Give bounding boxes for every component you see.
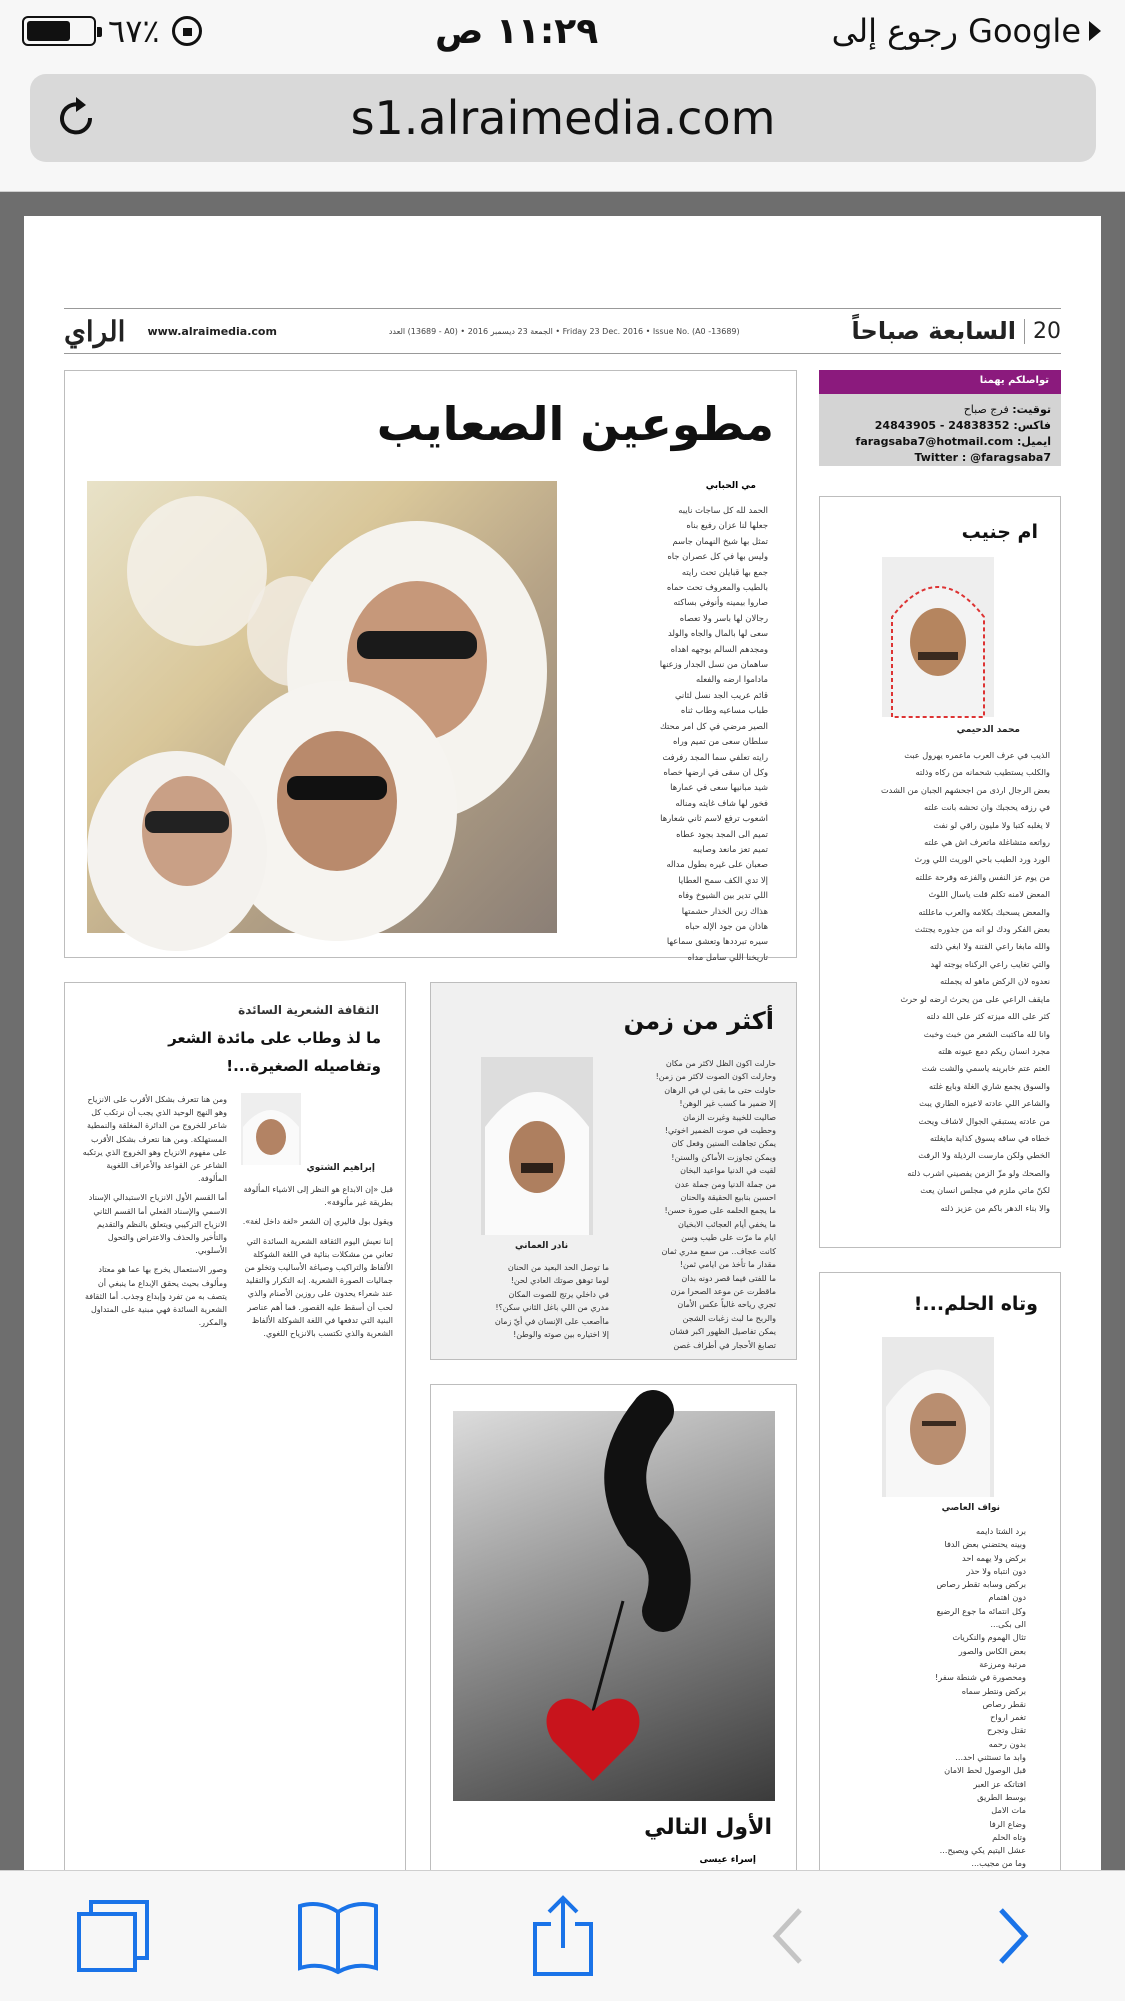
waah-poem — [846, 1525, 1026, 1897]
back-to-app-label: رجوع إلى Google — [831, 12, 1081, 50]
poem-line: لوما توهق صوتك العادي لحن! — [510, 1276, 609, 1286]
poem-line: من يوم عز النفس والفزعه وفرحة عللته — [915, 871, 1050, 882]
poem-line: تصابغ الأحجار في أطراف غصن — [673, 1340, 776, 1350]
poem-line: وابد ما تستثني احد... — [955, 1752, 1026, 1763]
waah-title: وتاه الحلم...! — [913, 1293, 1038, 1315]
portrait-illustration — [87, 481, 557, 933]
poem-line: احسبن بنابيع الحقيقة والحنان — [680, 1193, 776, 1203]
site-url[interactable]: www.alraimedia.com — [147, 324, 277, 338]
poem-line: ويمكن تجاوزت الأماكن والسنن! — [671, 1152, 776, 1162]
poem-line: من عادته يستبقي الجوال لاشاف ويحث — [918, 1115, 1050, 1126]
editor-label: توقيت: — [1012, 403, 1051, 416]
poem-line: تاريخنا اللي سامل مداه — [687, 951, 768, 962]
newspaper-logo: الراي — [64, 314, 126, 348]
article-waah-alhelm — [819, 1272, 1061, 1912]
rotation-lock-icon — [172, 16, 202, 46]
poem-line: صاليت للخيبة وغيرت الزمان — [682, 1112, 776, 1122]
poem-line: ما يخفي أيام العجائب الابخيان — [678, 1219, 776, 1229]
poem-line: تميم تعز مانعد وصايبه — [692, 843, 768, 854]
back-to-app-button[interactable] — [832, 12, 1103, 50]
chevron-left-icon — [768, 1906, 808, 1966]
back-button[interactable] — [743, 1891, 833, 1981]
poem-line: طباب مساعيه وطاب ثناه — [680, 705, 768, 716]
poem-line: والصحك ولو مزّ الزمن يفصيني اشرب ذلته — [907, 1167, 1050, 1178]
akthar-title: أكثر من زمن — [623, 1007, 774, 1035]
heart-illustration — [453, 1411, 775, 1801]
poem-line: اشعوب ترفع لاسم ثاني شعارها — [660, 813, 768, 824]
poem-line: ومجدهم السالم بوجهه اهداه — [670, 643, 768, 654]
poem-line: بركض وسابه تقطر رصاص — [936, 1579, 1026, 1590]
poem-line: المعض لامنه تكلم قلت ياسال اللوث — [928, 889, 1050, 900]
poem-line: هذاك زبن الخذار حشمتها — [681, 905, 768, 916]
poem-line: وبينه يحتضني بعض الدفا — [944, 1539, 1026, 1550]
poem-line: الورد ورد الطيب باحي الوريث اللي ورث — [914, 854, 1050, 865]
poem-line: قبل الوصول لحط الامان — [944, 1765, 1026, 1776]
poem-line: الحمد لله كل ساجات نايبه — [678, 505, 768, 515]
poem-line: ما توصل الحد البعيد من الحنان — [507, 1263, 609, 1272]
poem-line: والتي تغايب راعي الركناه يوجته لهد — [930, 958, 1050, 969]
poem-line: بالطيب والمعروف تحت حماه — [666, 582, 768, 593]
thaqafa-title-2: وتفاصيله الصغيرة...! — [226, 1057, 381, 1075]
poem-line: ما للفتى فيما قصر دونه بدان — [681, 1273, 776, 1283]
book-icon — [296, 1898, 380, 1974]
poem-line: لقيت في الدنيا مواعيد البخان — [680, 1166, 776, 1176]
poem-line: في رزقه يحجبك وان تحشه بانت علته — [924, 802, 1050, 813]
poem-line: الصير مرضي في كل امر محتك — [659, 720, 768, 731]
editor-name: فرج صباح — [963, 403, 1009, 416]
thaqafa-kicker: الثقافة الشعرية السائدة — [238, 1003, 379, 1017]
fax-line: فاكس: 24838352 - 24843905 — [874, 419, 1051, 432]
poem-line: قائم عريب الجد نسل لثاني — [674, 689, 768, 700]
paragraph: قبل «إن الابداع هو النظر إلى الاشياء المألوفة بطريقة غير مألوفة». — [243, 1185, 393, 1208]
um-junaib-author-photo — [882, 557, 994, 717]
poem-line: مايقف الراعي على من يحرث ارضه لو حرث — [900, 993, 1050, 1004]
paragraph: ويقول بول فاليري إن الشعر «لغة داخل لغة». — [242, 1217, 393, 1227]
poem-line: هاذان من جود الإله حباه — [685, 920, 768, 931]
poem-line: ماداموا ارضه والفعله — [696, 674, 768, 685]
battery-icon — [22, 16, 96, 46]
um-junaib-author-name: محمد الدحيمي — [956, 725, 1020, 735]
poem-line: عشل اليتيم يكي ويصيح... — [939, 1845, 1026, 1856]
poem-line: جعلها لنا عزان رفيع بناه — [686, 520, 768, 531]
thaqafa-author-name: إبراهيم الشتوي — [306, 1163, 375, 1173]
poem-line: برد الشتا دايمه — [975, 1526, 1026, 1536]
poem-line: بركض ولا يهمه احد — [962, 1552, 1026, 1563]
main-article-byline: مي الحبابي — [705, 481, 756, 491]
poem-line: مدري من اللي باغل الثاني سكن؟! — [495, 1303, 609, 1313]
main-article-title: مطوعين الصعايب — [376, 397, 774, 451]
poem-line: وما من مجيب... — [971, 1858, 1026, 1869]
thaqafa-body-right — [241, 1183, 393, 1903]
poem-line: العتم عتم خابرينه ياسمي والشت شث — [921, 1063, 1050, 1074]
poem-line: إلا ضمير ما كسب غير الوهن! — [679, 1099, 776, 1109]
thaqafa-body-left — [77, 1093, 227, 1903]
poem-line: سعى لها بالمال والجاه والولد — [667, 628, 768, 639]
page-number: 20 — [1024, 319, 1061, 344]
thaqafa-title-1: ما لذ وطاب على مائدة الشعر — [168, 1029, 381, 1047]
paragraph: إننا نعيش اليوم الثقافة الشعرية السائدة التي تعاني من مشكلات بنائية في اللغة الشوكلة الألفاظ والتراكيب وصياغة الأساليب وتخلو من جماليات الصورة الشعرية. إنه التكرار والتقليد عند شعراء يحدون على روزين الأصنام والذي لحب أن أسقط عليه القصور. فما أهم عناصر البنية التي تدفعها في اللغة الشوكلة الألفاظ الشعرية والذي تكتسب بالانزياح اللغوي. — [244, 1236, 393, 1339]
poem-line: شيد مبانيها سعى في عمارها — [670, 782, 768, 793]
poem-line: صعبان على غيره بطول مداله — [666, 859, 768, 870]
main-article-photo — [87, 481, 557, 933]
poem-line: صاروا بيمينه وأنوفي بساكته — [673, 597, 768, 608]
poem-line: ساهمان من نسل الجدار وزعنها — [659, 659, 768, 670]
poem-line: والسوق يجمع شاري الغلة وبايع غلته — [928, 1080, 1050, 1091]
poem-line: نعدوه لان الركض ماهو له يجملته — [940, 976, 1050, 987]
poem-line: والا بناء الدهر باكم من عزيز ذلته — [940, 1202, 1050, 1213]
al-awwal-title: الأول التالي — [644, 1815, 772, 1840]
poem-line: وليس بها في كل عصران جاه — [667, 551, 768, 562]
tabs-button[interactable] — [68, 1891, 158, 1981]
poem-line: الذيب في عرف العرب ماعمره يهرول عبث — [904, 750, 1050, 760]
poem-line: والمعض يسحبك بكلامه والعرب ماعللته — [918, 906, 1050, 917]
heart-photo — [453, 1411, 775, 1801]
poem-line: وانا لله ماكتبت الشعر من خبث وخبث — [923, 1028, 1050, 1039]
poem-line: مجرد انسان ريكم دمع عيونه هلته — [938, 1045, 1050, 1056]
poem-line: بوسط الطريق — [977, 1791, 1026, 1802]
poem-line: والربح ما لبث زغبات الشجن — [682, 1313, 776, 1323]
poem-line: خطاه في ساقه يسوق كذاية مايغلته — [930, 1132, 1050, 1143]
poem-line: بدون رحمه — [988, 1738, 1026, 1749]
poem-line: تثال الهموم والنكريات — [952, 1632, 1026, 1643]
bookmarks-button[interactable] — [293, 1891, 383, 1981]
contact-box — [819, 394, 1061, 466]
poem-line: جمع بها قبايلن تحت رايته — [681, 566, 768, 577]
poem-line: تجري رياحه غالباً عكس الأمان — [677, 1300, 776, 1310]
poem-line: بركض ونتطر سماه — [961, 1685, 1026, 1696]
poem-line: والله مابغا راعي الفتنة ولا ابغي ذلته — [929, 941, 1050, 952]
browser-address-area — [0, 62, 1125, 192]
page-header — [64, 308, 1061, 354]
poem-line: وحطيت في صوت الضمير اخوتي! — [664, 1126, 776, 1136]
contact-banner-text: تواصلكم يهمنا — [979, 375, 1049, 386]
poem-line: سلطان سعى من تميم وراه — [673, 736, 768, 747]
poem-line: وتاه الحلم — [992, 1831, 1026, 1842]
section-title: السابعة صباحاً — [851, 317, 1016, 345]
author-portrait — [882, 557, 994, 717]
email-line[interactable]: ايميل: faragsaba7@hotmail.com — [855, 435, 1051, 448]
poem-line: حارلت اكون الظل لاكثر من مكان — [665, 1059, 776, 1068]
poem-line: مرتبة ومرزعة — [979, 1658, 1026, 1669]
poem-line: ماقطرت عن موعد الصحرا مزن — [670, 1286, 776, 1296]
poem-line: وضاع الرفا — [989, 1818, 1026, 1829]
issue-info: العدد (13689 - A0) • الجمعة 23 ديسمبر 2016 • Friday 23 Dec. 2016 • Issue No. (A0 -13689) — [388, 326, 740, 336]
poem-line: كثر على الله ميزته كثر على الله دلته — [926, 1011, 1050, 1022]
poem-line: دون اهتمام — [988, 1592, 1026, 1603]
poem-line: تغمر ارواح — [990, 1712, 1026, 1723]
akthar-author-photo — [481, 1057, 593, 1235]
poem-line: من جملة الدنيا ومن جملة عدن — [674, 1179, 776, 1189]
poem-line: تميم الى المجد بجود عطاه — [676, 828, 768, 839]
thaqafa-author-photo — [241, 1093, 301, 1165]
poem-line: مقدار ما تأخذ من ايامي ثمن! — [679, 1260, 776, 1270]
poem-line: إلا تدي الكف سمح العطايا — [678, 874, 768, 885]
poem-line: دون انتباه ولا حذر — [966, 1565, 1026, 1576]
reload-icon[interactable] — [50, 92, 102, 144]
poem-line: فخور لها شاف غايته ومناله — [675, 797, 768, 808]
article-akthar-min-zaman — [430, 982, 797, 1360]
author-portrait — [481, 1057, 593, 1235]
share-button[interactable] — [518, 1891, 608, 1981]
al-awwal-author: إسراء عيسى — [699, 1855, 756, 1865]
article-thaqafa — [64, 982, 406, 1914]
poem-line: والكلب يستطيب شحمانه من ركاه وذلته — [915, 767, 1050, 778]
newspaper-page — [24, 216, 1101, 1916]
address-bar[interactable] — [30, 74, 1096, 162]
poem-line: في داخلي يرتج للصوت المكان — [508, 1289, 609, 1299]
forward-button[interactable] — [968, 1891, 1058, 1981]
poem-line: مات الامل — [991, 1805, 1026, 1816]
poem-line: رواتعه متشاغلة ماتعرف اش هي علته — [924, 837, 1050, 848]
twitter-line[interactable]: Twitter : @faragsaba7 — [914, 451, 1051, 464]
poem-line: يمكن تجاهلت السنين وفعل كان — [671, 1139, 776, 1149]
poem-line: وحارلت اكون الصوت لاكثر من زمن! — [655, 1072, 776, 1082]
poem-line: يمكن تفاصيل الظهور اكبر فشان — [669, 1327, 776, 1337]
poem-line: بعض الكاس والصور — [958, 1645, 1026, 1656]
main-article-poem — [548, 503, 768, 965]
poem-line: بعض الفكر ودك لو انه من جذوره يجتثث — [914, 924, 1050, 935]
contact-banner — [819, 370, 1061, 394]
poem-line: وكل انتمائه ما جوع الرضيع — [936, 1605, 1026, 1616]
poem-line: ماأصعب على الإنسان في أيّ زمان — [494, 1316, 609, 1326]
akthar-author-name: نادر العماني — [515, 1241, 569, 1251]
paragraph: ومن هنا تتعرف بشكل الأقرب على الانزياح وهو النهج الوحيد الذي يجب أن نرتكب كل شاعر للخروج من الدائرة المغلقة والنمطية المستهلكة. ومن هنا نتعرف بشكل الأقرب على مفهوم الانزياح وهو الخروج الذي يرتكبه الشاعر عن القواعد والأعراف اللغوية المألوفة. — [82, 1095, 227, 1184]
poem-line: إلا اختياره بين صوته والوطن! — [513, 1330, 609, 1340]
main-article — [64, 370, 797, 962]
akthar-poem-left — [449, 1261, 609, 1341]
article-um-junaib — [819, 496, 1061, 1248]
status-bar — [0, 0, 1125, 62]
status-left — [22, 12, 202, 50]
um-junaib-poem — [830, 747, 1050, 1217]
waah-author-name: نواف العاصي — [941, 1503, 1000, 1513]
author-portrait — [882, 1337, 994, 1497]
poem-line: تمثل بها شيخ النهمان جاسم — [672, 535, 768, 546]
poem-line: حاولت حتى ما بقى لي في الرهان — [664, 1085, 776, 1095]
poem-line: رجالان لها باسر ولا تعصاه — [679, 612, 768, 623]
poem-line: والشاعر اللي عادته لاعيزه الطاري يبث — [919, 1098, 1050, 1109]
poem-line: نقطر رصاص — [982, 1698, 1026, 1709]
address-text: s1.alraimedia.com — [350, 91, 776, 145]
back-triangle-icon — [1087, 19, 1103, 43]
bottom-toolbar — [0, 1870, 1125, 2001]
poem-line: لا يغلبه كتبا ولا مليون راقي لو نفث — [933, 819, 1050, 830]
poem-line: بعض الرجال ارذى من اجحشهم الجبان من الشدت — [880, 784, 1050, 795]
um-junaib-title: ام جنيب — [961, 521, 1038, 543]
paragraph: أما القسم الأول الانزياح الاستبدالي الإسناد الاسمي والإسناد الفعلي أما القسم الثاني الانزياح التركيبي ويتعلق بالنظم والتقديم والتأخير والحذف والاعتراض والتحول الأسلوبي. — [88, 1193, 227, 1256]
tabs-icon — [73, 1896, 153, 1976]
poem-line: كانت عجاف.. من سمع مدري ثمان — [661, 1246, 776, 1256]
poem-line: ايام ما مرّت على طيب وسن — [681, 1233, 776, 1243]
poem-line: سيره تبرددها وتعشق سماعها — [666, 936, 768, 947]
poem-line: تقتل وتجرح — [986, 1725, 1026, 1736]
waah-author-photo — [882, 1337, 994, 1497]
poem-line: ما يجمع الحلمه على صورة حسن! — [664, 1206, 776, 1216]
poem-line: الخطي ولكن مارست الرذيلة ولا الرفث — [918, 1150, 1050, 1161]
poem-line: اللي تدير بين الشيوخ وفاه — [678, 890, 768, 901]
paragraph: وصور الاستعمال يخرج بها عما هو معتاد ومألوف بحيث يحقق الإبداع ما ينبغي أن يتصف به من تفرد وإبداع وجذب. أما الثقافة الشعرية السائدة فهي مبنية على المتداول والمكرر. — [84, 1265, 227, 1328]
poem-line: افتاتكه عز العبر — [973, 1778, 1026, 1789]
clock: ١١:٢٩ ص — [434, 10, 599, 52]
poem-line: ومحصورة في شنطة سفر! — [935, 1672, 1026, 1683]
battery-percent: ٦٧٪ — [108, 12, 160, 50]
web-content[interactable] — [0, 192, 1125, 1870]
poem-line: الى بكى... — [990, 1619, 1026, 1630]
article-al-awwal — [430, 1384, 797, 1914]
page-label — [852, 317, 1061, 345]
share-icon — [531, 1894, 595, 1978]
poem-line: لكنّ ماتي ملزم في مجلس انسان يعث — [920, 1185, 1050, 1196]
author-portrait — [241, 1093, 301, 1165]
poem-line: وكل ان سقى في ارضها خصاه — [663, 766, 768, 777]
chevron-right-icon — [993, 1906, 1033, 1966]
akthar-poem-right — [626, 1057, 776, 1352]
poem-line: رايته تعلفي سما المجد رفرفت — [662, 751, 768, 762]
